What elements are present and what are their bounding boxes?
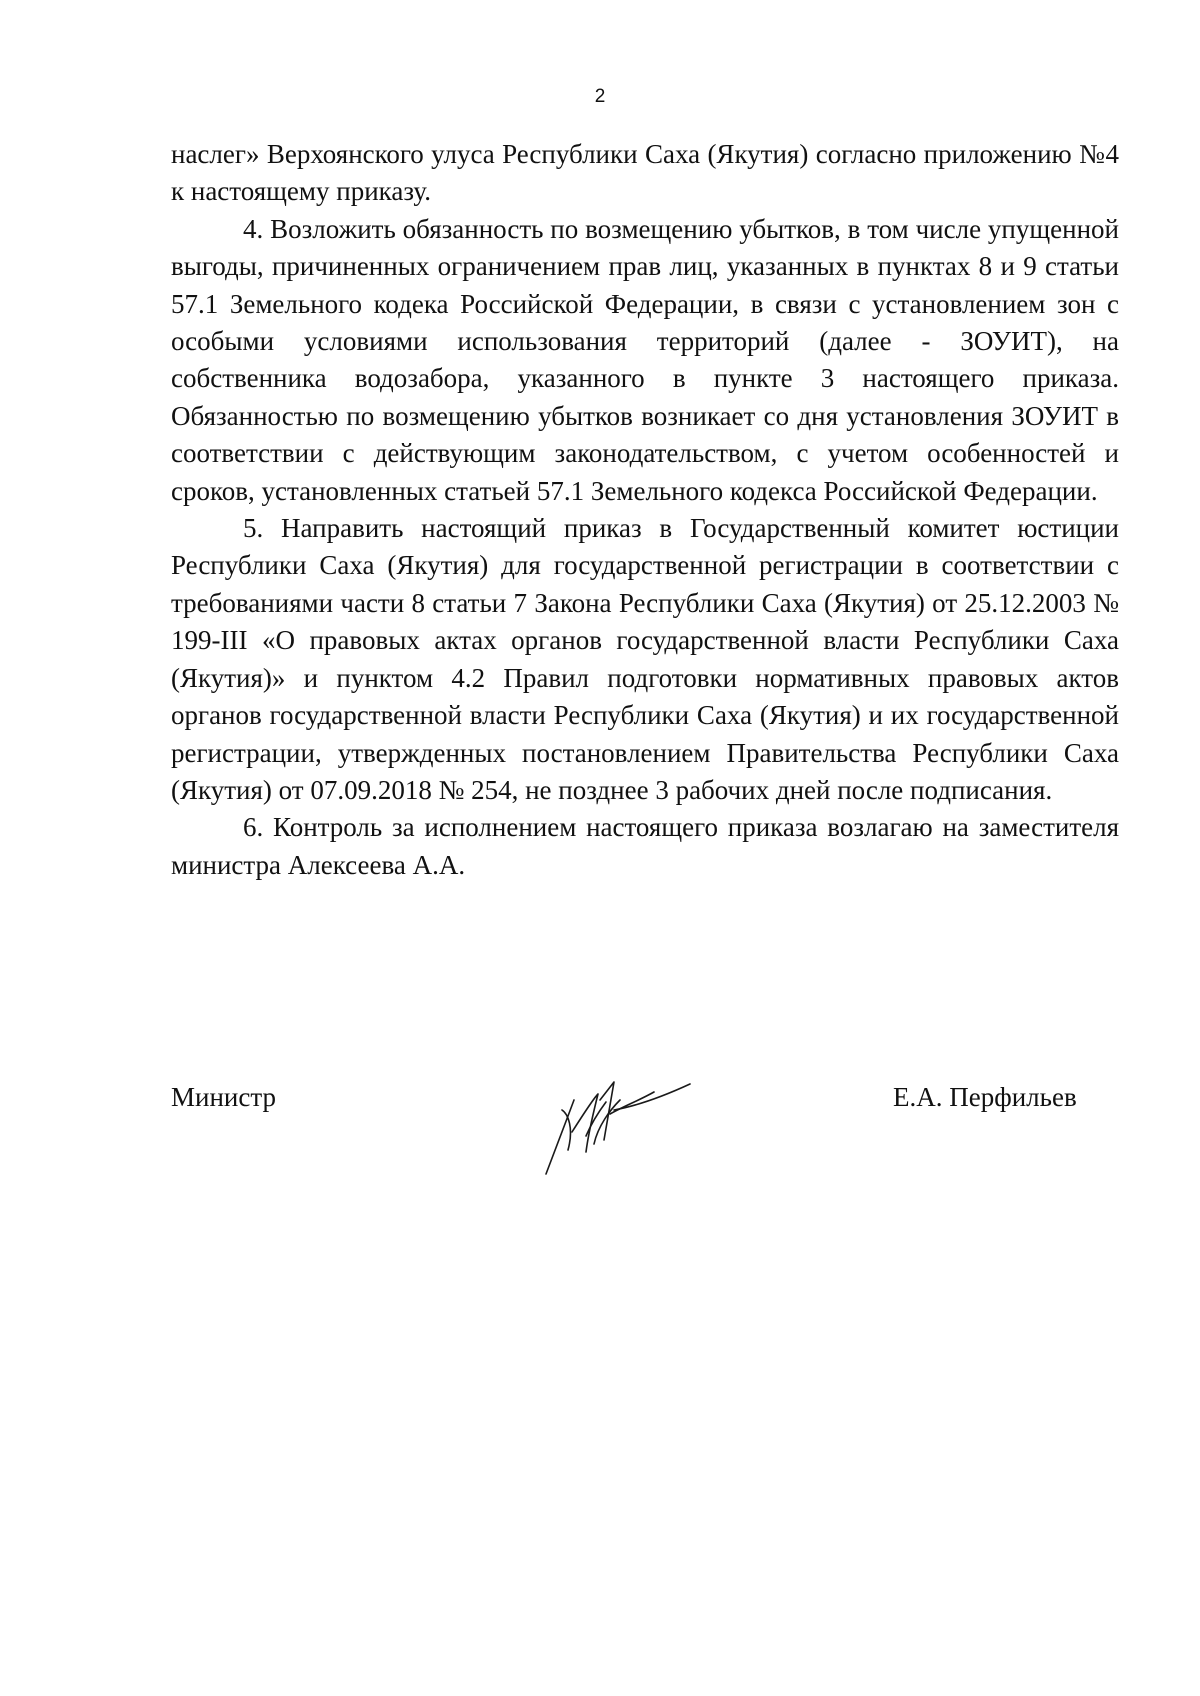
paragraph-item-5: 5. Направить настоящий приказ в Государственный комитет юстиции Республики Саха (Якутия) для государственной регистрации в соответствии с требованиями части 8 статьи 7 Закона Республики Саха (Якутия) от 25.12.2003 № 199-III «О правовых актах органов государственной власти Республики Саха (Якутия)» и пунктом 4.2 Правил подготовки нормативных правовых актов органов государственной власти Республики Саха (Якутия) и их государственной регистрации, утвержденных постановлением Правительства Республики Саха (Якутия) от 07.09.2018 № 254, не позднее 3 рабочих дней после подписания. bbox=[171, 513, 1119, 805]
paragraph-item-4: 4. Возложить обязанность по возмещению убытков, в том числе упущенной выгоды, причиненных ограничением прав лиц, указанных в пунктах 8 и 9 статьи 57.1 Земельного кодека Российской Федерации, в связи с установлением зон с особыми условиями использования территорий (далее - ЗОУИТ), на собственника водозабора, указанного в пункте 3 настоящего приказа. Обязанностью по возмещению убытков возникает со дня установления ЗОУИТ в соответствии с действующим законодательством, с учетом особенностей и сроков, установленных статьей 57.1 Земельного кодекса Российской Федерации. bbox=[171, 213, 1119, 506]
document-body bbox=[171, 136, 1119, 884]
handwritten-signature bbox=[528, 1070, 698, 1180]
signatory-name: Е.А. Перфильев bbox=[893, 1082, 1077, 1112]
paragraph-item-6: 6. Контроль за исполнением настоящего приказа возлагаю на заместителя министра Алексеева А.А. bbox=[171, 812, 1119, 880]
signatory-title: Министр bbox=[171, 1082, 276, 1112]
paragraph-continuation: наслег» Верхоянского улуса Республики Саха (Якутия) согласно приложению №4 к настоящему приказу. bbox=[171, 139, 1119, 207]
page-number: 2 bbox=[594, 86, 606, 107]
